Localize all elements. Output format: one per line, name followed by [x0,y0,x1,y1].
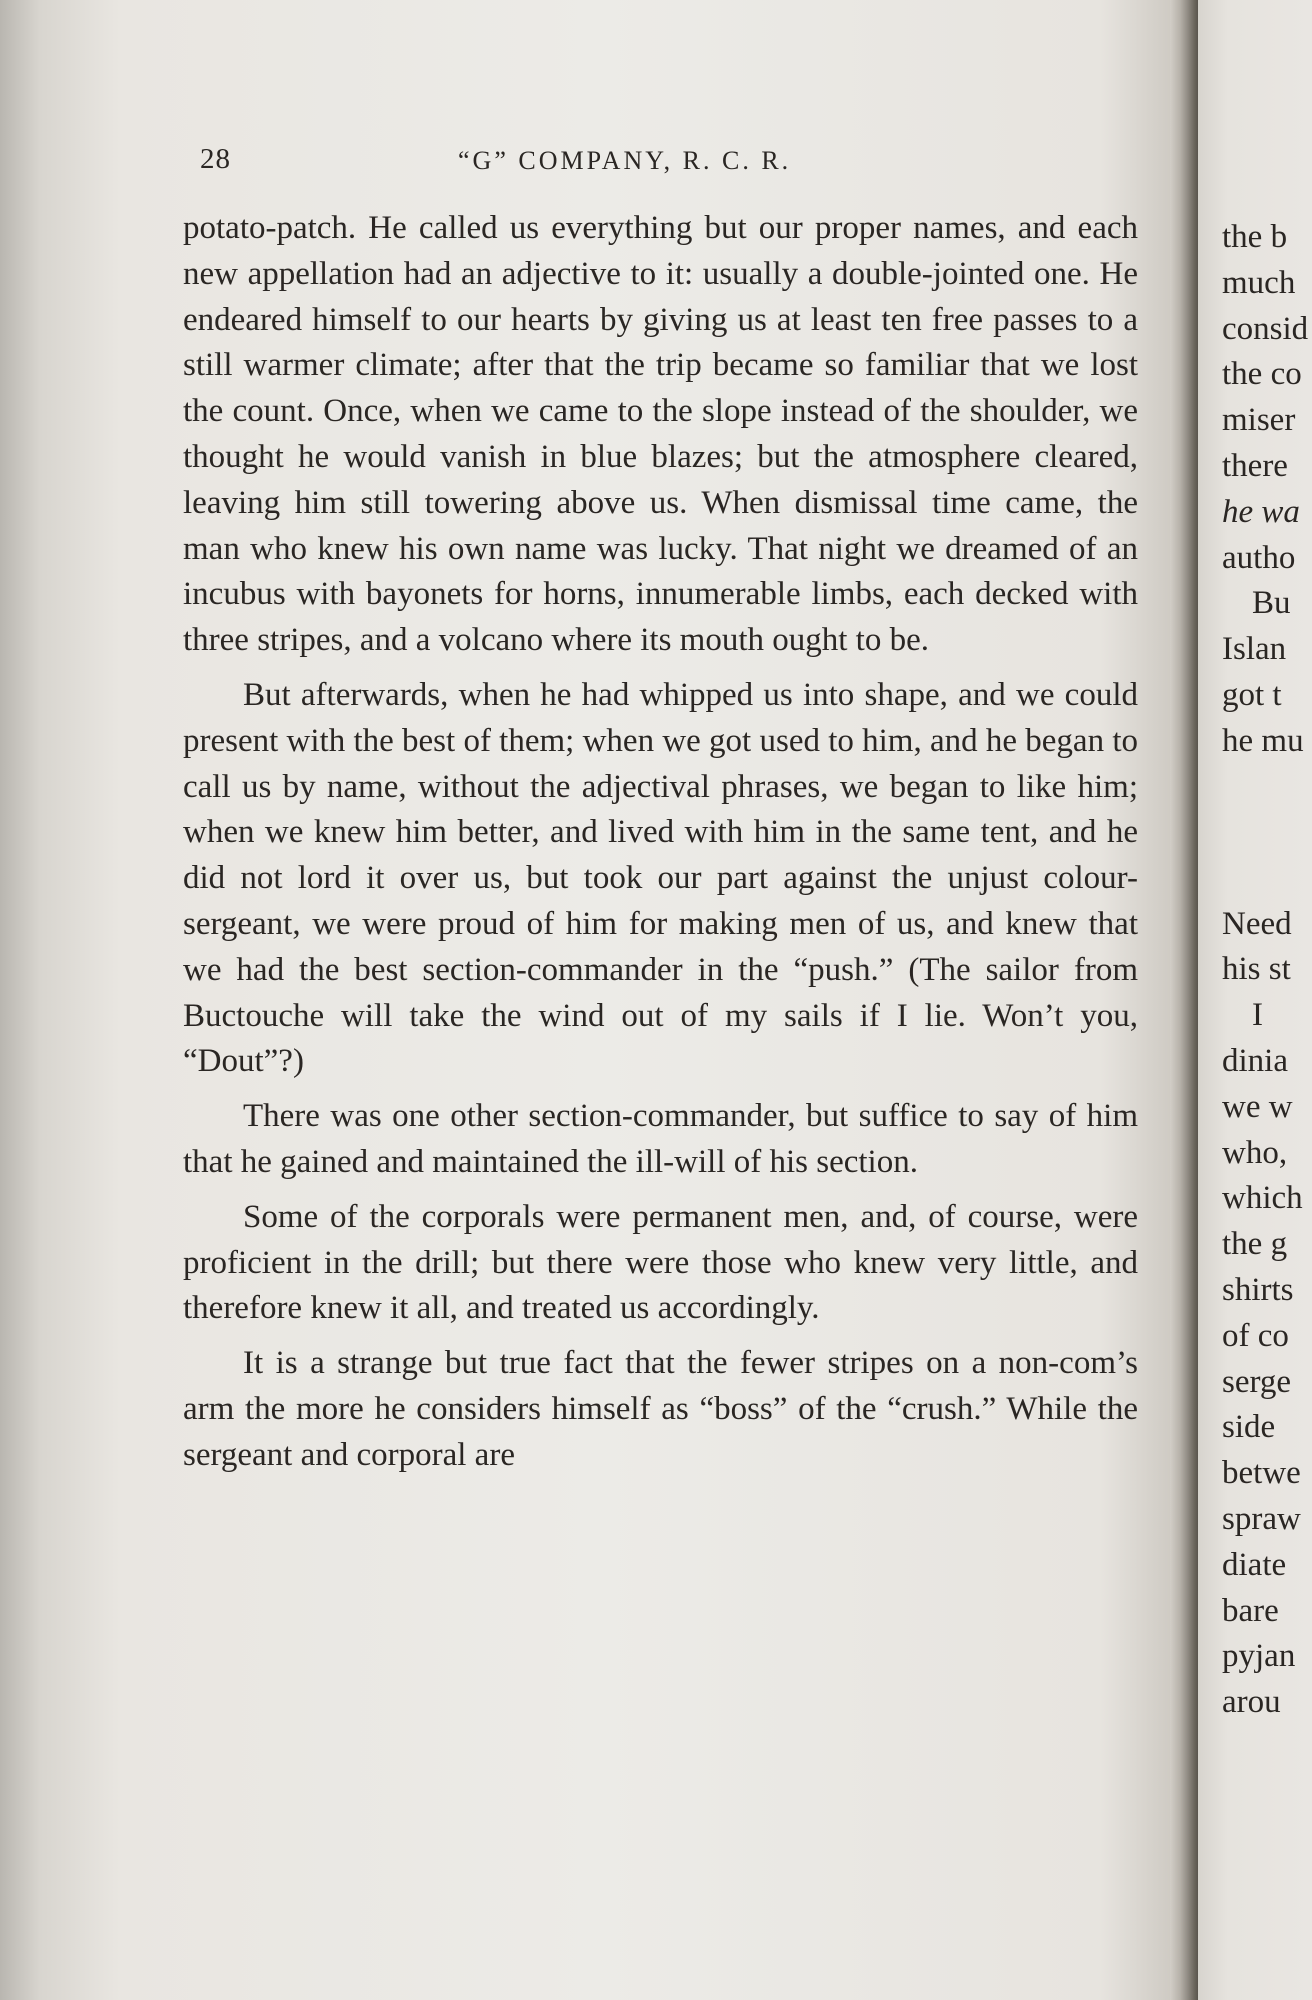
paragraph: potato-patch. He called us everything but our proper names, and each new appellation had an adjective to it: usually a double-jointed one. He endeared himself to our hearts by giving us at least ten free passes to a still warmer climate; after that the trip became so familiar that we lost the count. Once, when we came to the slope instead of the shoulder, we thought he would vanish in blue blazes; but the atmosphere cleared, leaving him still towering above us. When dismissal time came, the man who knew his own name was lucky. That night we dreamed of an incubus with bayonets for horns, innumerable limbs, each decked with three stripes, and a volcano where its mouth ought to be. [183,210,1138,659]
right-line: miser [1222,402,1296,439]
right-line: serge [1222,1363,1292,1400]
right-line: bare [1222,1592,1279,1629]
paragraph: But afterwards, when he had whipped us into shape, and we could present with the best of them; when we got used to him, and he began to call us by name, without the adjectival phrases, we began to like him; when we knew him better, and lived with him in the same tent, and he did not lord it over us, but took our part against the unjust colour-sergeant, we were proud of him for making men of us, and knew that we had the best section-commander in the “push.” (The sailor from Buctouche will take the wind out of my sails if I lie. Won’t you, “Dout”?) [183,676,1138,1080]
right-line: Need [1222,905,1292,942]
right-line: spraw [1222,1500,1301,1537]
right-line: he mu [1222,722,1304,759]
right-line: autho [1222,539,1296,576]
right-line: got t [1222,676,1282,713]
book-gutter [1170,0,1198,2000]
right-line: there [1222,447,1288,484]
right-line: we w [1222,1088,1293,1125]
right-line: the b [1222,219,1288,255]
right-line: Islan [1222,631,1287,668]
right-line: his st [1222,951,1291,988]
right-line: who, [1222,1134,1288,1171]
right-line: betwe [1222,1455,1301,1492]
right-line: the g [1222,1226,1288,1263]
right-page [1198,0,1312,2000]
right-line: dinia [1222,1042,1288,1079]
right-line: arou [1222,1684,1281,1721]
right-page-text [1222,215,1308,1726]
right-line: side [1222,1409,1276,1446]
right-line: Bu [1252,585,1291,622]
right-line: of co [1222,1317,1289,1354]
right-line: he wa [1222,493,1300,530]
right-line: which [1222,1180,1303,1217]
page-header [200,143,1130,177]
paragraph: It is a strange but true fact that the fewer stripes on a non-com’s arm the more he considers himself as “boss” of the “crush.” While the sergeant and corporal are [183,1345,1138,1473]
right-line: consid [1222,310,1309,347]
page-number: 28 [200,143,231,175]
right-line: diate [1222,1546,1287,1583]
paragraph: Some of the corporals were permanent men, and, of course, were proficient in the drill; but there were those who knew very little, and therefore knew it all, and treated us accordingly. [183,1198,1138,1327]
right-line: I [1252,997,1263,1034]
right-line: much [1222,264,1296,301]
right-line-gap [1222,765,1308,902]
right-line: pyjan [1222,1638,1296,1675]
right-line: the co [1222,356,1302,393]
right-line: shirts [1222,1271,1294,1308]
paragraph: There was one other section-commander, but suffice to say of him that he gained and maintained the ill-will of his section. [183,1098,1138,1180]
body-text [183,206,1138,1488]
running-head: “G” COMPANY, R. C. R. [458,146,792,175]
